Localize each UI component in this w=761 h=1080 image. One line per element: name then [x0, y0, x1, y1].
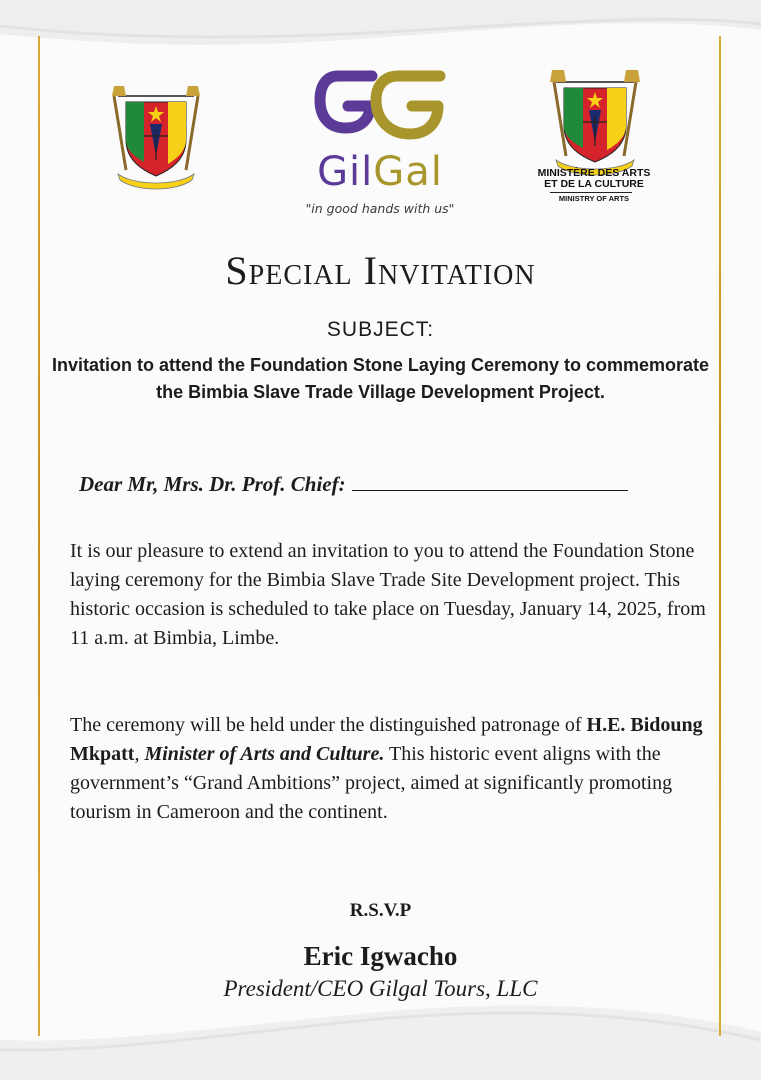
left-gold-border	[38, 36, 40, 1036]
body-paragraph-1: It is our pleasure to extend an invitation to you to attend the Foundation Stone laying ceremony for the Bimbia Slave Trade Site Development project. This historic occasion is scheduled to take place on Tuesday, January 14, 2025, from 11 a.m. at Bimbia, Limbe.	[70, 540, 706, 649]
gilgal-logo-icon	[312, 62, 446, 146]
page-title: Special Invitation	[225, 248, 536, 293]
signer-name: Eric Igwacho	[303, 941, 458, 971]
body-paragraph-2	[70, 711, 710, 827]
patronage-rest: This historic event aligns with the government’s “Grand Ambitions” project, aimed at significantly promoting tourism in Cameroon and the continent.	[70, 743, 673, 823]
subject-text: Invitation to attend the Foundation Stone Laying Ceremony to commemorate the Bimbia Slave Trade Village Development Project.	[51, 355, 710, 402]
ministry-coat-of-arms-icon	[540, 62, 650, 178]
brand-part-gil: Gil	[317, 149, 374, 195]
name-blank-line	[352, 472, 628, 491]
ministry-name-en: MINISTRY OF ARTS	[558, 194, 630, 203]
cameroon-coat-of-arms-icon	[104, 74, 208, 194]
brand-tagline: "in good hands with us"	[305, 201, 455, 216]
subject-heading: SUBJECT:	[326, 318, 435, 341]
salutation-text: Dear Mr, Mrs. Dr. Prof. Chief:	[79, 472, 346, 496]
brand-name	[290, 148, 470, 196]
patron-name: H.E. Bidoung Mkpatt	[70, 714, 703, 765]
patron-separator: ,	[134, 743, 140, 765]
rsvp-label: R.S.V.P	[349, 900, 412, 921]
salutation-line	[79, 472, 719, 497]
patron-role: Minister of Arts and Culture.	[144, 743, 385, 765]
right-gold-border	[719, 36, 721, 1036]
ministry-divider	[550, 192, 632, 193]
ministry-name-fr: MINISTÈRE DES ARTS ET DE LA CULTURE	[537, 167, 651, 190]
signer-title: President/CEO Gilgal Tours, LLC	[223, 976, 538, 1001]
patronage-intro: The ceremony will be held under the distinguished patronage of	[70, 714, 582, 736]
brand-part-gal: Gal	[373, 149, 443, 195]
